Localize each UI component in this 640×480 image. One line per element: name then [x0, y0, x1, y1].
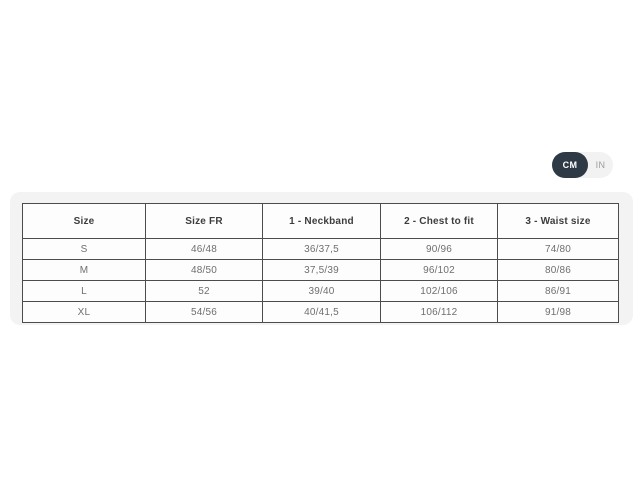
- table-cell: 74/80: [498, 239, 619, 260]
- size-chart-table: [22, 203, 619, 323]
- column-header-cell: 1 - Neckband: [263, 204, 381, 239]
- table-cell: 40/41,5: [263, 302, 381, 323]
- column-header-cell: 3 - Waist size: [498, 204, 619, 239]
- table-header-row: [23, 204, 619, 239]
- table-cell: M: [23, 260, 146, 281]
- table-row: [23, 239, 619, 260]
- table-row: [23, 260, 619, 281]
- size-chart-card: [10, 192, 633, 325]
- table-cell: L: [23, 281, 146, 302]
- unit-toggle-in-button[interactable]: IN: [588, 152, 613, 178]
- table-cell: 46/48: [146, 239, 263, 260]
- table-cell: 36/37,5: [263, 239, 381, 260]
- table-cell: 48/50: [146, 260, 263, 281]
- column-header-cell: Size FR: [146, 204, 263, 239]
- table-cell: 54/56: [146, 302, 263, 323]
- table-cell: 86/91: [498, 281, 619, 302]
- table-row: [23, 281, 619, 302]
- table-cell: 96/102: [381, 260, 498, 281]
- table-cell: 52: [146, 281, 263, 302]
- table-cell: 37,5/39: [263, 260, 381, 281]
- unit-toggle[interactable]: [552, 152, 613, 178]
- table-cell: 106/112: [381, 302, 498, 323]
- table-row: [23, 302, 619, 323]
- table-cell: XL: [23, 302, 146, 323]
- column-header-cell: Size: [23, 204, 146, 239]
- table-cell: 91/98: [498, 302, 619, 323]
- table-cell: 39/40: [263, 281, 381, 302]
- table-cell: 102/106: [381, 281, 498, 302]
- table-body: [23, 239, 619, 323]
- table-cell: S: [23, 239, 146, 260]
- table-cell: 90/96: [381, 239, 498, 260]
- unit-toggle-cm-button[interactable]: CM: [552, 152, 588, 178]
- table-cell: 80/86: [498, 260, 619, 281]
- column-header-cell: 2 - Chest to fit: [381, 204, 498, 239]
